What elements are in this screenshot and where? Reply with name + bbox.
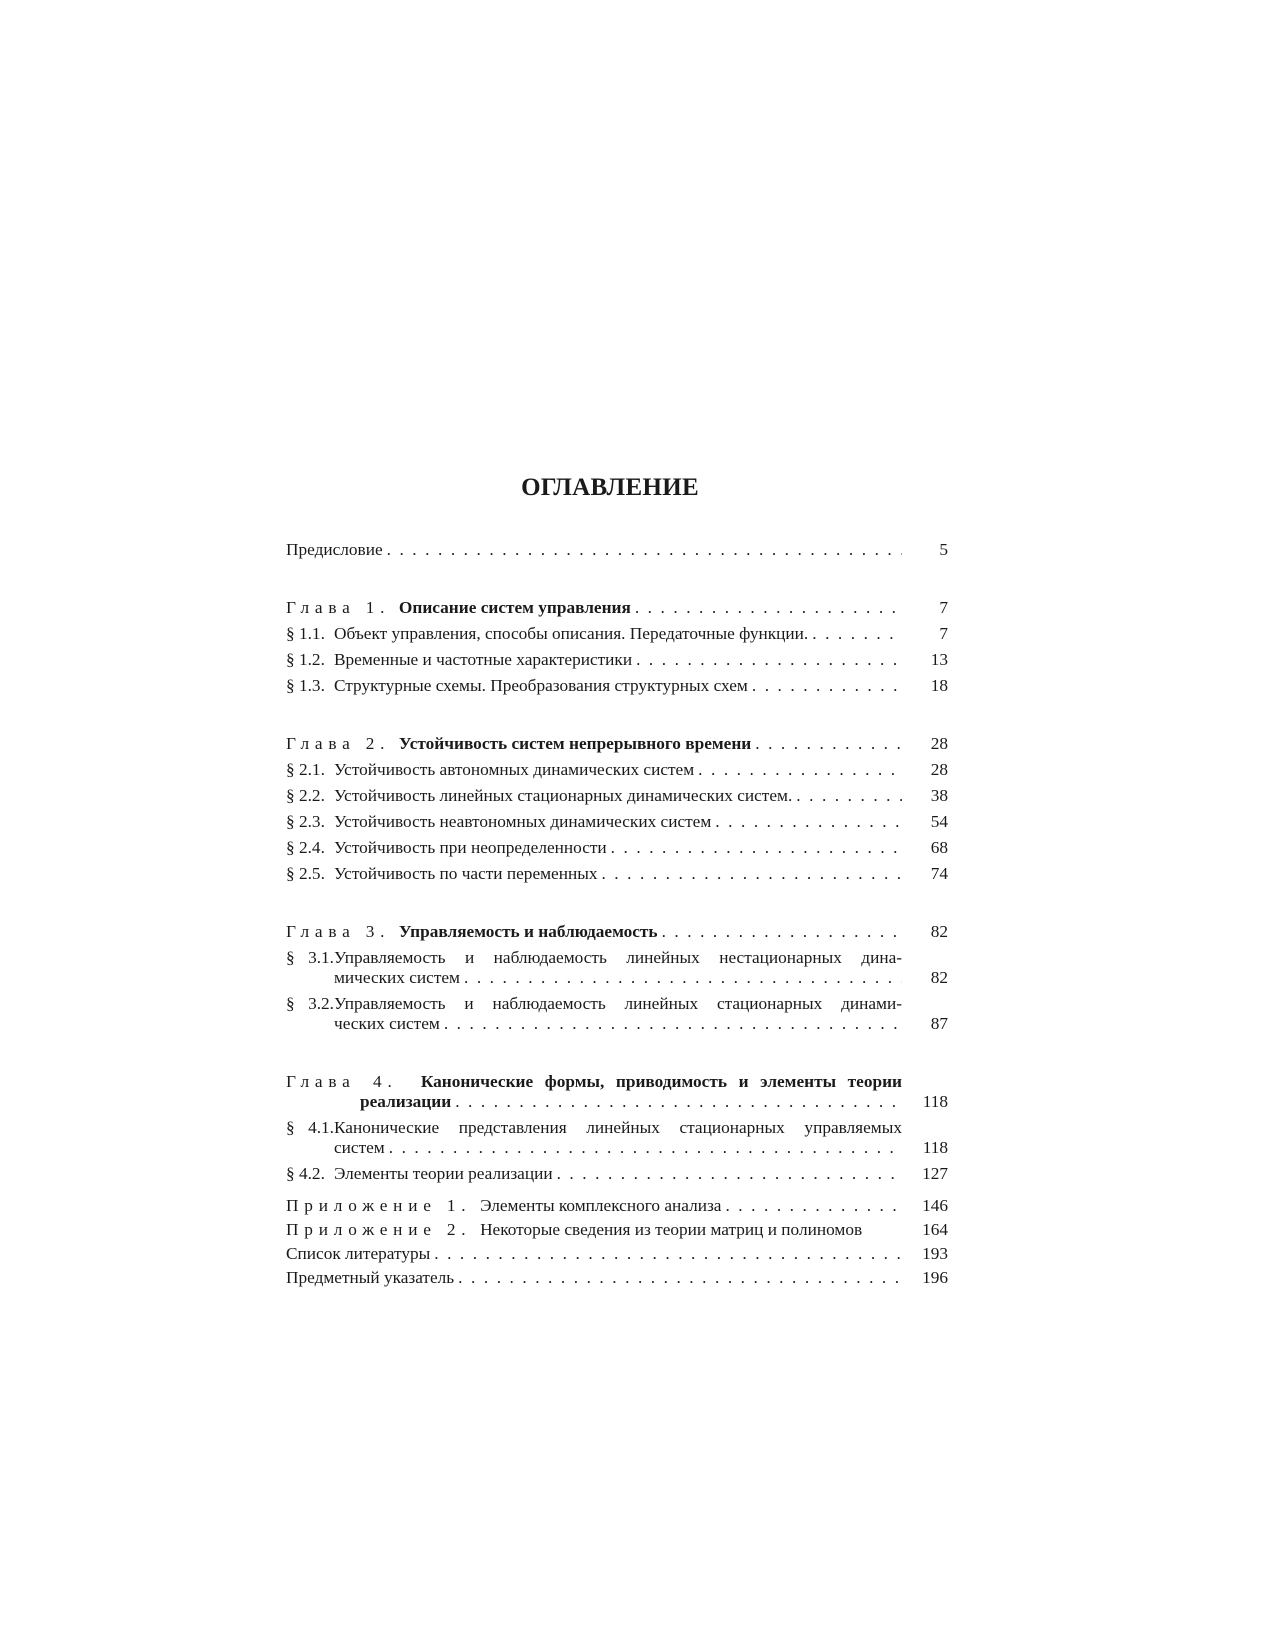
toc-section-4-1[interactable]	[286, 1118, 948, 1158]
section-title-line1: Канонические представления линейных стационарных управляемых	[334, 1118, 902, 1137]
leader-dots	[557, 1164, 902, 1184]
chapter-title: Управляемость и наблюдаемость	[398, 922, 658, 941]
chapter-prefix: Глава 4.	[286, 1072, 398, 1091]
toc-page-number: 146	[922, 1196, 948, 1215]
toc-page-number: 13	[930, 650, 948, 669]
appendix-prefix: Приложение 1.	[286, 1196, 472, 1215]
leader-dots	[755, 734, 902, 754]
toc-page-number: 7	[939, 624, 948, 643]
toc-section-2-1[interactable]	[286, 760, 948, 780]
section-number: § 3.1.	[286, 948, 334, 967]
toc-entry-index[interactable]	[286, 1268, 948, 1288]
toc-page-number: 18	[930, 676, 948, 695]
toc-section-2-4[interactable]	[286, 838, 948, 858]
leader-dots	[796, 786, 902, 806]
section-number: § 2.4.	[286, 838, 325, 857]
section-title-line1: Управляемость и наблюдаемость линейных стационарных динами-	[334, 994, 902, 1013]
section-number: § 4.1.	[286, 1118, 334, 1137]
toc-page-number: 7	[939, 598, 948, 617]
toc-page-number: 68	[930, 838, 948, 857]
section-title: Устойчивость линейных стационарных динамических систем.	[334, 786, 793, 805]
section-title: Устойчивость автономных динамических систем	[334, 760, 695, 779]
toc-section-1-3[interactable]	[286, 676, 948, 696]
section-title: Объект управления, способы описания. Передаточные функции.	[334, 624, 809, 643]
toc-section-1-1[interactable]	[286, 624, 948, 644]
toc-chapter-4[interactable]	[286, 1072, 948, 1112]
toc-section-1-2[interactable]	[286, 650, 948, 670]
section-title-line2: ческих систем	[334, 1014, 440, 1033]
leader-dots	[636, 650, 902, 670]
toc-section-2-2[interactable]	[286, 786, 948, 806]
toc-page-number: 164	[922, 1220, 948, 1239]
toc-page-number: 118	[922, 1092, 948, 1111]
toc-page-number: 127	[922, 1164, 948, 1183]
toc-section-3-1[interactable]	[286, 948, 948, 988]
chapter-title: Описание систем управления	[398, 598, 631, 617]
chapter-prefix: Глава 2.	[286, 734, 391, 753]
table-of-contents	[286, 540, 948, 1292]
section-title: Устойчивость по части переменных	[334, 864, 598, 883]
section-title-line2: систем	[334, 1138, 385, 1157]
leader-dots	[434, 1244, 902, 1264]
toc-page-number: 74	[930, 864, 948, 883]
section-number: § 2.2.	[286, 786, 325, 805]
leader-dots	[725, 1196, 902, 1216]
toc-chapter-1[interactable]	[286, 598, 948, 618]
toc-entry-label: Предметный указатель	[286, 1268, 455, 1287]
section-title: Устойчивость при неопределенности	[334, 838, 607, 857]
section-title: Элементы теории реализации	[334, 1164, 553, 1183]
section-title: Устойчивость неавтономных динамических систем	[334, 812, 712, 831]
section-number: § 2.3.	[286, 812, 325, 831]
section-title: Структурные схемы. Преобразования структурных схем	[334, 676, 748, 695]
toc-entry-label: Предисловие	[286, 540, 383, 559]
toc-section-3-2[interactable]	[286, 994, 948, 1034]
section-number: § 1.3.	[286, 676, 325, 695]
toc-section-2-3[interactable]	[286, 812, 948, 832]
toc-chapter-2[interactable]	[286, 734, 948, 754]
leader-dots	[458, 1268, 902, 1288]
leader-dots	[635, 598, 902, 618]
toc-page-number: 87	[930, 1014, 948, 1033]
toc-page-number: 5	[939, 540, 948, 559]
toc-entry-references[interactable]	[286, 1244, 948, 1264]
chapter-title-line1: Канонические формы, приводимость и элементы теории	[420, 1072, 903, 1091]
toc-page-number: 118	[922, 1138, 948, 1157]
toc-entry-label: Список литературы	[286, 1244, 431, 1263]
appendix-title: Некоторые сведения из теории матриц и полиномов	[480, 1220, 863, 1239]
toc-page-number: 28	[930, 760, 948, 779]
section-number: § 2.1.	[286, 760, 325, 779]
leader-dots	[812, 624, 902, 644]
toc-page-number: 38	[930, 786, 948, 805]
toc-page-number: 196	[922, 1268, 948, 1287]
leader-dots	[611, 838, 902, 858]
section-title-line1: Управляемость и наблюдаемость линейных нестационарных дина-	[334, 948, 902, 967]
toc-page-number: 54	[930, 812, 948, 831]
toc-chapter-3[interactable]	[286, 922, 948, 942]
toc-section-2-5[interactable]	[286, 864, 948, 884]
section-title-line2: мических систем	[334, 968, 460, 987]
leader-dots	[444, 1014, 902, 1034]
toc-page-number: 82	[930, 922, 948, 941]
leader-dots	[752, 676, 902, 696]
section-number: § 1.1.	[286, 624, 325, 643]
page-title: ОГЛАВЛЕНИЕ	[521, 474, 699, 501]
toc-page-number: 28	[930, 734, 948, 753]
appendix-prefix: Приложение 2.	[286, 1220, 472, 1239]
section-number: § 3.2.	[286, 994, 334, 1013]
toc-entry-preface[interactable]	[286, 540, 948, 560]
toc-section-4-2[interactable]	[286, 1164, 948, 1184]
chapter-title: Устойчивость систем непрерывного времени	[398, 734, 752, 753]
chapter-prefix: Глава 3.	[286, 922, 391, 941]
section-number: § 1.2.	[286, 650, 325, 669]
leader-dots	[455, 1092, 902, 1112]
leader-dots	[698, 760, 902, 780]
leader-dots	[464, 968, 902, 988]
appendix-title: Элементы комплексного анализа	[480, 1196, 722, 1215]
toc-appendix-1[interactable]	[286, 1196, 948, 1216]
section-number: § 4.2.	[286, 1164, 325, 1183]
leader-dots	[715, 812, 902, 832]
leader-dots	[601, 864, 902, 884]
toc-page-number: 193	[922, 1244, 948, 1263]
section-number: § 2.5.	[286, 864, 325, 883]
section-title: Временные и частотные характеристики	[334, 650, 633, 669]
leader-dots	[387, 540, 902, 560]
chapter-prefix: Глава 1.	[286, 598, 391, 617]
leader-dots	[662, 922, 902, 942]
leader-dots	[389, 1138, 902, 1158]
toc-page-number: 82	[930, 968, 948, 987]
toc-appendix-2[interactable]	[286, 1220, 948, 1240]
chapter-title-line2: реализации	[360, 1092, 452, 1111]
